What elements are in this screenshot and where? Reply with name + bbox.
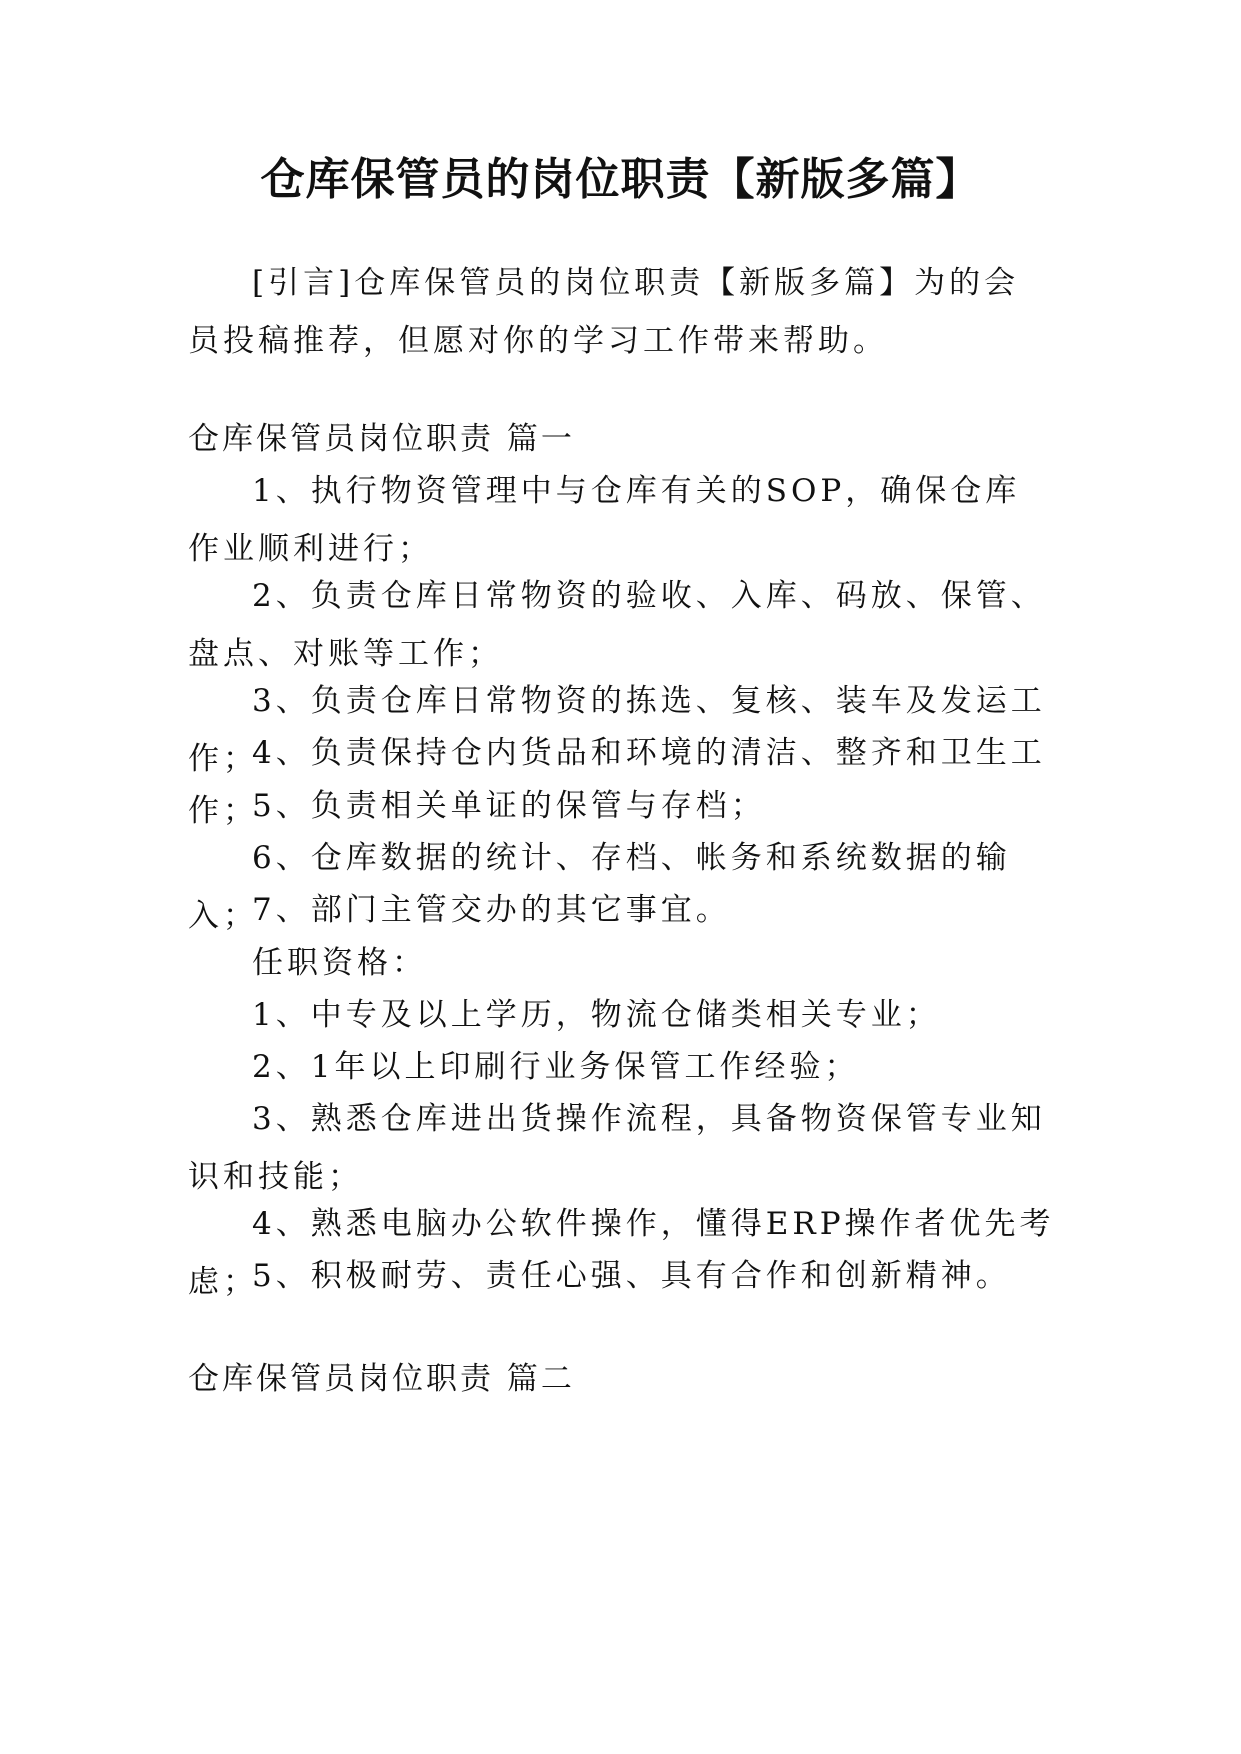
duty-item-4: 4、负责保持仓内货品和环境的清洁、整齐和卫生工作；: [188, 735, 1046, 829]
duty-item-3: 3、负责仓库日常物资的拣选、复核、装车及发运工作；: [188, 683, 1046, 777]
duty-item-7: 7、部门主管交办的其它事宜。: [252, 892, 731, 928]
duty-item-5: 5、负责相关单证的保管与存档；: [252, 788, 766, 824]
qualifications-heading: 任职资格：: [252, 945, 427, 981]
section-heading-1: 仓库保管员岗位职责 篇一: [188, 421, 575, 457]
qualification-item-3: 3、熟悉仓库进出货操作流程，具备物资保管专业知识和技能；: [188, 1101, 1046, 1195]
document-title: 仓库保管员的岗位职责【新版多篇】: [260, 154, 981, 205]
intro-paragraph: [引言]仓库保管员的岗位职责【新版多篇】为的会员投稿推荐，但愿对你的学习工作带来帮助。: [188, 265, 1020, 359]
qualification-item-1: 1、中专及以上学历，物流仓储类相关专业；: [252, 997, 941, 1033]
section-heading-2: 仓库保管员岗位职责 篇二: [188, 1361, 575, 1397]
duty-item-1: 1、执行物资管理中与仓库有关的SOP，确保仓库作业顺利进行；: [188, 473, 1021, 567]
qualification-item-2: 2、1年以上印刷行业务保管工作经验；: [252, 1049, 860, 1085]
duty-item-6: 6、仓库数据的统计、存档、帐务和系统数据的输入；: [188, 840, 1011, 934]
duty-item-2: 2、负责仓库日常物资的验收、入库、码放、保管、盘点、对账等工作；: [188, 578, 1046, 672]
qualification-item-4: 4、熟悉电脑办公软件操作，懂得ERP操作者优先考虑；: [188, 1206, 1055, 1300]
qualification-item-5: 5、积极耐劳、责任心强、具有合作和创新精神。: [252, 1258, 1011, 1294]
